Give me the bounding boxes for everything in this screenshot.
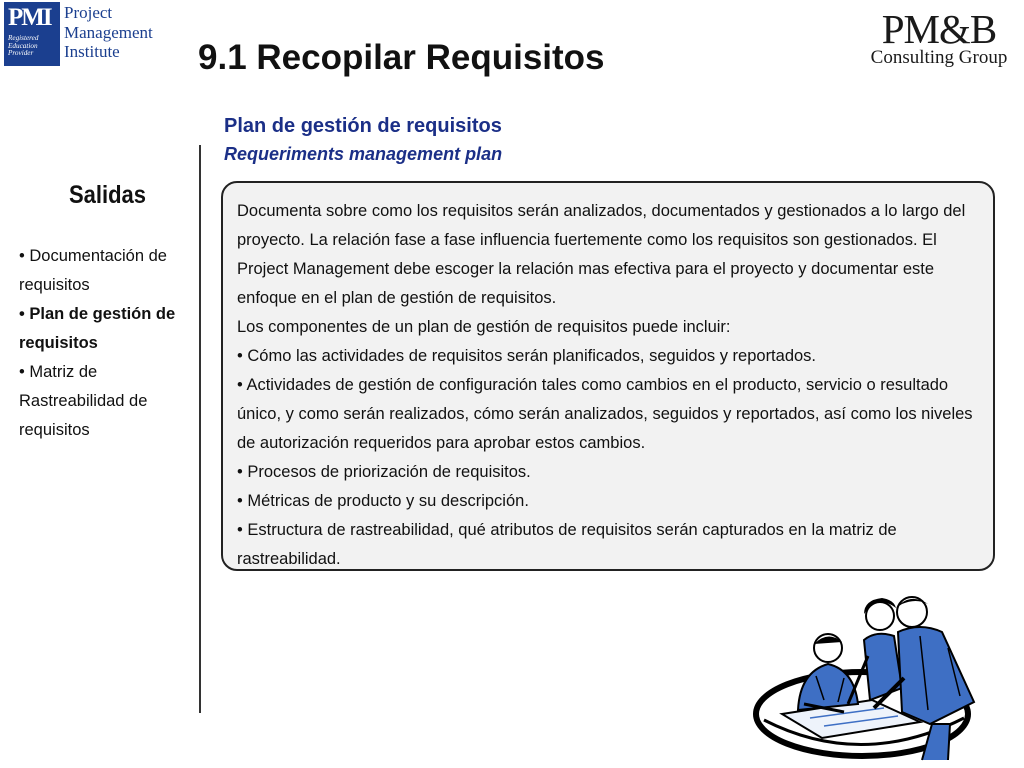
pmb-logo-name: PM&B <box>881 6 997 52</box>
pmi-logo-name <box>64 3 153 62</box>
page-title: 9.1 Recopilar Requisitos <box>198 38 605 77</box>
content-box <box>221 181 995 571</box>
content-bullet: • Actividades de gestión de configuración tales como cambios en el producto, servicio o resultado único, y como serán realizados, cómo serán analizados, seguidos y reportados, así como los niveles de autorización requeridos para aprobar estos cambios. <box>237 376 973 452</box>
people-reviewing-plans-illustration <box>752 592 984 764</box>
pmi-logo-mark <box>4 2 60 66</box>
pmi-name-line: Project <box>64 3 113 22</box>
pmb-logo-subtitle: Consulting Group <box>870 47 1008 68</box>
content-paragraph: Los componentes de un plan de gestión de requisitos puede incluir: <box>237 318 731 336</box>
content-bullet: • Procesos de priorización de requisitos. <box>237 463 531 481</box>
pmi-logo <box>4 2 153 68</box>
pmi-tagline-line: Education <box>8 41 38 50</box>
outputs-item-text: • Documentación de requisitos <box>19 247 167 294</box>
pmi-tagline-line: Registered <box>8 34 39 42</box>
content-bullet: • Métricas de producto y su descripción. <box>237 492 529 510</box>
content-bullet: • Estructura de rastreabilidad, qué atributos de requisitos serán capturados en la matriz de rastreabilidad. <box>237 521 897 568</box>
pmi-name-line: Institute <box>64 42 120 61</box>
content-bullet: • Cómo las actividades de requisitos serán planificados, seguidos y reportados. <box>237 347 817 365</box>
outputs-item <box>19 242 195 300</box>
vertical-divider <box>199 145 201 713</box>
outputs-heading: Salidas <box>68 181 147 209</box>
section-subtitle: Plan de gestión de requisitos <box>224 115 502 137</box>
outputs-item-active <box>19 300 195 358</box>
pmi-logo-tagline <box>8 35 60 58</box>
outputs-item-text: • Plan de gestión de requisitos <box>19 305 175 352</box>
pmi-name-line: Management <box>64 22 153 42</box>
pmb-logo <box>866 8 1012 68</box>
pmi-tagline-line: Provider <box>8 49 34 58</box>
outputs-list <box>19 242 195 445</box>
content-paragraph: Documenta sobre como los requisitos serán analizados, documentados y gestionados a lo largo del proyecto. La relación fase a fase influencia fuertemente como los requisitos son gestionados. El Project Management debe escoger la relación mas efectiva para el proyecto y documentar este enfoque en el plan de gestión de requisitos. <box>237 202 966 307</box>
pmi-logo-letters: PMI <box>8 4 51 31</box>
outputs-item-text: • Matriz de Rastreabilidad de requisitos <box>19 363 147 439</box>
section-subtitle-english: Requeriments management plan <box>224 144 503 164</box>
outputs-item <box>19 358 195 445</box>
